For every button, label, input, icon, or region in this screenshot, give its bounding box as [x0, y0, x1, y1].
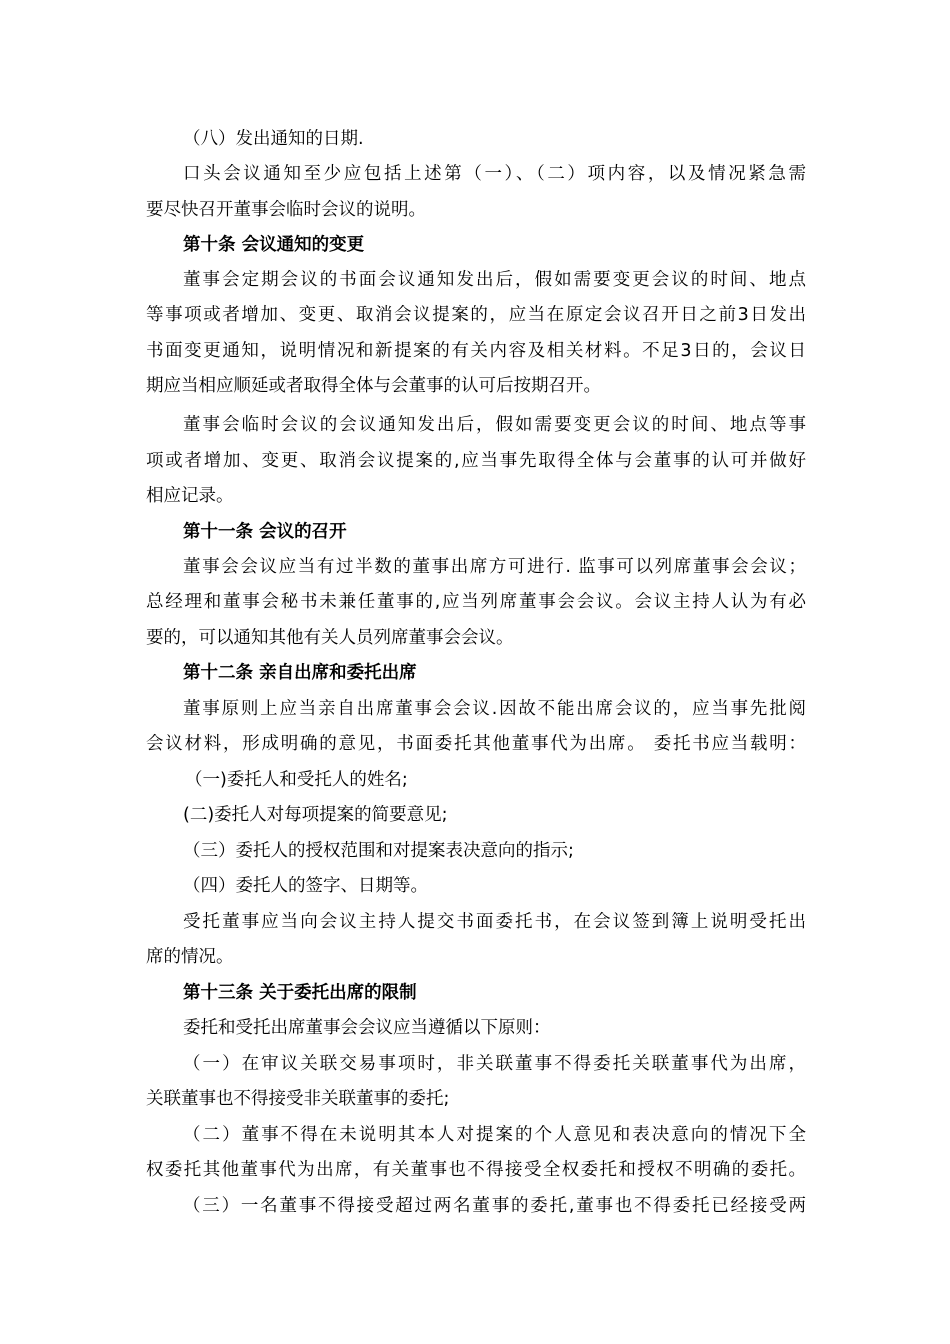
- paragraph-line: 要尽快召开董事会临时会议的说明。: [146, 200, 426, 220]
- paragraph-line: 口头会议通知至少应包括上述第（一）、（二）项内容，以及情况紧急需: [183, 164, 806, 184]
- paragraph-line: 会议材料，形成明确的意见，书面委托其他董事代为出席。 委托书应当载明：: [146, 734, 806, 754]
- list-item: （四）委托人的签字、日期等。: [183, 876, 428, 896]
- paragraph-line: 董事会临时会议的会议通知发出后，假如需要变更会议的时间、地点等事: [183, 415, 806, 435]
- paragraph-line: 受托董事应当向会议主持人提交书面委托书，在会议签到簿上说明受托出: [183, 912, 806, 932]
- paragraph-line: 关联董事也不得接受非关联董事的委托;: [146, 1089, 450, 1109]
- list-item: （一)委托人和受托人的姓名;: [185, 770, 408, 790]
- paragraph-line: 总经理和董事会秘书未兼任董事的,应当列席董事会会议。会议主持人认为有必: [146, 592, 806, 612]
- article-heading: 第十条 会议通知的变更: [183, 235, 365, 255]
- paragraph-line: 期应当相应顺延或者取得全体与会董事的认可后按期召开。: [146, 376, 601, 396]
- list-item: （三）委托人的授权范围和对提案表决意向的指示;: [183, 841, 574, 861]
- paragraph-line: 项或者增加、变更、取消会议提案的,应当事先取得全体与会董事的认可并做好: [146, 451, 806, 471]
- list-item: （三）一名董事不得接受超过两名董事的委托,董事也不得委托已经接受两: [183, 1196, 806, 1216]
- paragraph-line: 董事会定期会议的书面会议通知发出后，假如需要变更会议的时间、地点: [183, 270, 806, 290]
- paragraph-line: 董事原则上应当亲自出席董事会会议.因故不能出席会议的，应当事先批阅: [183, 699, 806, 719]
- article-heading: 第十二条 亲自出席和委托出席: [183, 663, 417, 683]
- paragraph-line: 书面变更通知，说明情况和新提案的有关内容及相关材料。不足3日的，会议日: [146, 341, 806, 361]
- article-heading: 第十一条 会议的召开: [183, 522, 347, 542]
- article-heading: 第十三条 关于委托出席的限制: [183, 983, 417, 1003]
- list-item-eight: （八）发出通知的日期.: [183, 129, 364, 149]
- paragraph-line: 相应记录。: [146, 486, 234, 506]
- paragraph-line: 权委托其他董事代为出席，有关董事也不得接受全权委托和授权不明确的委托。: [146, 1160, 806, 1180]
- paragraph-line: 席的情况。: [146, 947, 234, 967]
- paragraph-line: 董事会会议应当有过半数的董事出席方可进行. 监事可以列席董事会会议；: [183, 557, 806, 577]
- list-item: （一）在审议关联交易事项时，非关联董事不得委托关联董事代为出席，: [183, 1054, 806, 1074]
- list-item: (二)委托人对每项提案的简要意见;: [183, 805, 448, 825]
- paragraph-line: 等事项或者增加、变更、取消会议提案的，应当在原定会议召开日之前3日发出: [146, 305, 806, 325]
- paragraph-line: 委托和受托出席董事会会议应当遵循以下原则：: [183, 1018, 551, 1038]
- list-item: （二）董事不得在未说明其本人对提案的个人意见和表决意向的情况下全: [183, 1125, 806, 1145]
- paragraph-line: 要的，可以通知其他有关人员列席董事会会议。: [146, 628, 514, 648]
